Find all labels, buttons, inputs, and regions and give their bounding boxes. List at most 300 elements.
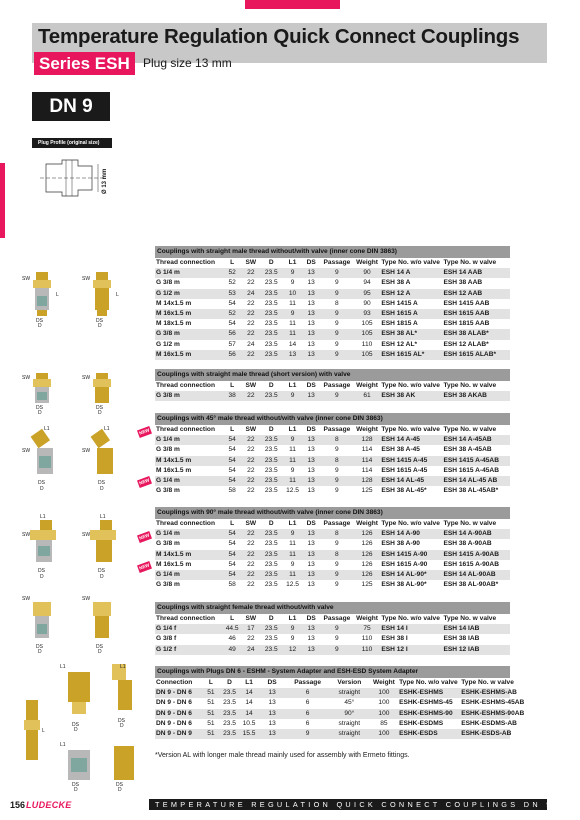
table-cell: ESH 38 AL-90*: [380, 580, 442, 590]
dim-ds-label: DS: [36, 405, 43, 411]
column-header: Type No. w/o valve: [380, 381, 442, 391]
table-cell: M 14x1.5 m: [155, 550, 222, 560]
table-cell: 11: [283, 319, 303, 329]
table-title: Couplings with 90° male thread without/with valve (inner cone DIN 3863): [155, 507, 510, 519]
table-cell: 52: [222, 309, 242, 319]
table-cell: 22: [242, 435, 260, 445]
dim-d-label: D: [98, 323, 102, 329]
column-header: Passage: [286, 678, 329, 688]
table-cell: 22: [242, 634, 260, 644]
table-row: [155, 309, 510, 319]
table-cell: ESH 1615 A-90: [380, 560, 442, 570]
table-cell: 9: [320, 391, 354, 401]
table-cell: 10: [283, 289, 303, 299]
table-cell: 13: [302, 550, 320, 560]
table-cell: 11: [283, 539, 303, 549]
dim-d-label: D: [120, 723, 124, 729]
table-cell: 54: [222, 319, 242, 329]
column-header: L1: [240, 678, 258, 688]
table-cell: 23.5: [260, 278, 283, 288]
column-header: Weight: [354, 519, 381, 529]
column-header: Passage: [320, 258, 354, 268]
column-header: SW: [242, 258, 260, 268]
table-cell: 23.5: [260, 445, 283, 455]
table-cell: ESH 1415 A: [380, 299, 442, 309]
table-cell: 23.5: [260, 391, 283, 401]
column-header: Weight: [354, 425, 381, 435]
table-cell: 57: [222, 340, 242, 350]
table-cell: 23.5: [260, 634, 283, 644]
table-cell: 24: [242, 340, 260, 350]
column-header: Type No. w/o valve: [380, 425, 442, 435]
table-row: [155, 645, 510, 655]
column-header: D: [260, 258, 283, 268]
table-cell: 23.5: [260, 268, 283, 278]
dim-sw-label: SW: [82, 532, 91, 538]
spec-table: [155, 369, 510, 401]
column-header: L: [222, 614, 242, 624]
table-cell: 54: [222, 560, 242, 570]
table-cell: 13: [302, 391, 320, 401]
table-cell: ESH 12 ALAB*: [443, 340, 511, 350]
dim-ds-label: DS: [98, 568, 105, 574]
table-cell: 54: [222, 550, 242, 560]
column-header: Passage: [320, 381, 354, 391]
table-cell: 13: [302, 350, 320, 360]
spec-table-grid: [155, 381, 510, 401]
dim-ds-label: DS: [36, 644, 43, 650]
table-cell: 23.5: [260, 309, 283, 319]
table-cell: 11: [283, 329, 303, 339]
table-cell: 23.5: [260, 486, 283, 496]
table-cell: 110: [354, 634, 381, 644]
table-cell: 58: [222, 486, 242, 496]
column-header: Type No. w valve: [443, 258, 511, 268]
brand-logo: LUDECKE: [26, 800, 72, 810]
dim-sw-label: SW: [82, 596, 91, 602]
table-cell: ESH 14 A-90AB: [443, 529, 511, 539]
column-header: Passage: [320, 425, 354, 435]
table-row: [155, 550, 510, 560]
table-cell: 114: [354, 466, 381, 476]
table-cell: 17: [242, 624, 260, 634]
table-cell: ESHK-ESHMS-90: [398, 709, 460, 719]
table-row: [155, 688, 510, 698]
table-cell: 23.5: [219, 709, 240, 719]
table-cell: 9: [320, 645, 354, 655]
45-degree-coupling-illustration: [22, 424, 142, 494]
table-cell: 23.5: [260, 435, 283, 445]
table-row: [155, 529, 510, 539]
table-row: [155, 486, 510, 496]
table-cell: ESHK-ESHMS-AB: [460, 688, 510, 698]
table-cell: 22: [242, 570, 260, 580]
column-header: SW: [242, 519, 260, 529]
column-header: Connection: [155, 678, 203, 688]
table-cell: 9: [286, 729, 329, 739]
spec-table-grid: [155, 258, 510, 360]
column-header: Type No. w valve: [443, 519, 511, 529]
table-cell: ESH 1615 AL*: [380, 350, 442, 360]
table-cell: 23.5: [260, 289, 283, 299]
table-cell: G 3/8 m: [155, 391, 222, 401]
table-title: Couplings with Plugs DN 6 - ESHM - System Adapter and ESH-ESD System Adapter: [155, 666, 510, 678]
column-header: Weight: [354, 614, 381, 624]
column-header: Type No. w/o valve: [398, 678, 460, 688]
column-header: D: [260, 519, 283, 529]
table-cell: 9: [283, 268, 303, 278]
table-cell: 9: [283, 634, 303, 644]
table-cell: ESHK-ESDMS-AB: [460, 719, 510, 729]
table-cell: 22: [242, 550, 260, 560]
table-cell: 13: [258, 729, 286, 739]
table-cell: 11: [283, 456, 303, 466]
table-cell: ESH 1615 A-45: [380, 466, 442, 476]
table-cell: 13: [302, 299, 320, 309]
table-cell: ESH 38 A-90AB: [443, 539, 511, 549]
table-cell: 54: [222, 466, 242, 476]
table-cell: ESH 38 AAB: [443, 278, 511, 288]
table-cell: 22: [242, 278, 260, 288]
table-row: [155, 476, 510, 486]
table-cell: 14: [240, 709, 258, 719]
table-cell: 9: [320, 329, 354, 339]
table-cell: DN 9 - DN 6: [155, 698, 203, 708]
table-cell: 9: [320, 319, 354, 329]
table-cell: DN 9 - DN 6: [155, 688, 203, 698]
table-cell: ESHK-ESDS-AB: [460, 729, 510, 739]
table-cell: 9: [283, 391, 303, 401]
table-cell: 54: [222, 570, 242, 580]
dim-d-label: D: [98, 410, 102, 416]
dim-ds-label: DS: [98, 480, 105, 486]
dim-sw-label: SW: [82, 448, 91, 454]
table-cell: 13: [302, 435, 320, 445]
table-row: [155, 709, 510, 719]
table-row: [155, 729, 510, 739]
table-cell: 90°: [329, 709, 370, 719]
table-cell: 24: [242, 289, 260, 299]
column-header: L: [222, 425, 242, 435]
column-header: Weight: [370, 678, 398, 688]
table-cell: 51: [203, 688, 219, 698]
table-cell: 9: [320, 278, 354, 288]
column-header: Type No. w/o valve: [380, 614, 442, 624]
table-cell: 54: [222, 539, 242, 549]
table-cell: 75: [354, 624, 381, 634]
table-row: [155, 456, 510, 466]
short-male-coupling-illustration: [22, 367, 142, 415]
table-cell: ESH 14 AL-90*: [380, 570, 442, 580]
plug-profile-label: Plug Profile (original size): [32, 138, 112, 148]
table-cell: M 16x1.5 m: [155, 466, 222, 476]
table-cell: 23.5: [260, 299, 283, 309]
table-cell: 51: [203, 698, 219, 708]
table-cell: 23.5: [260, 645, 283, 655]
table-cell: ESH 14 A-90: [380, 529, 442, 539]
table-cell: 22: [242, 466, 260, 476]
table-cell: M 14x1.5 m: [155, 456, 222, 466]
table-cell: 13: [302, 645, 320, 655]
page-title: Temperature Regulation Quick Connect Couplings: [38, 25, 520, 48]
column-header: Thread connection: [155, 614, 222, 624]
table-cell: ESH 38 I: [380, 634, 442, 644]
table-row: [155, 435, 510, 445]
table-cell: 9: [320, 466, 354, 476]
table-cell: 52: [222, 268, 242, 278]
table-cell: 23.5: [219, 698, 240, 708]
table-cell: ESH 38 AKAB: [443, 391, 511, 401]
column-header: Type No. w valve: [460, 678, 510, 688]
table-cell: 23.5: [260, 476, 283, 486]
table-cell: 54: [222, 445, 242, 455]
table-cell: G 1/2 m: [155, 289, 222, 299]
column-header: L1: [283, 519, 303, 529]
table-cell: 95: [354, 289, 381, 299]
column-header: D: [260, 614, 283, 624]
table-cell: 9: [283, 560, 303, 570]
dim-l-label: L: [116, 292, 119, 298]
top-accent-stripe: [245, 0, 340, 9]
table-cell: 93: [354, 309, 381, 319]
table-cell: 8: [320, 550, 354, 560]
table-cell: 23.5: [260, 570, 283, 580]
table-cell: 9: [320, 560, 354, 570]
dim-d-label: D: [38, 323, 42, 329]
table-cell: 13: [258, 709, 286, 719]
dn-badge: DN 9: [32, 92, 110, 121]
table-cell: G 1/2 m: [155, 340, 222, 350]
table-cell: 90: [354, 268, 381, 278]
dim-ds-label: DS: [38, 568, 45, 574]
column-header: DS: [258, 678, 286, 688]
table-cell: M 18x1.5 m: [155, 319, 222, 329]
dim-d-label: D: [38, 649, 42, 655]
table-cell: 54: [222, 456, 242, 466]
table-cell: G 3/8 m: [155, 486, 222, 496]
table-cell: ESH 14 I: [380, 624, 442, 634]
dim-l-label: L: [42, 728, 45, 734]
table-cell: 54: [222, 299, 242, 309]
column-header: L1: [283, 614, 303, 624]
table-cell: ESH 38 AK: [380, 391, 442, 401]
table-cell: ESHK-ESDMS: [398, 719, 460, 729]
table-title: Couplings with straight male thread without/with valve (inner cone DIN 3863): [155, 246, 510, 258]
table-cell: G 3/8 m: [155, 445, 222, 455]
dim-d-label: D: [40, 486, 44, 492]
new-badge: NEW: [137, 561, 152, 573]
column-header: SW: [242, 381, 260, 391]
dim-l1-label: L1: [120, 664, 126, 670]
table-cell: 23.5: [219, 729, 240, 739]
column-header: Thread connection: [155, 519, 222, 529]
table-row: [155, 466, 510, 476]
dim-d-label: D: [74, 727, 78, 733]
table-cell: 85: [370, 719, 398, 729]
column-header: Type No. w/o valve: [380, 258, 442, 268]
table-cell: 56: [222, 329, 242, 339]
dim-d-label: D: [98, 649, 102, 655]
table-cell: 105: [354, 319, 381, 329]
table-cell: 6: [286, 709, 329, 719]
table-cell: ESH 12 IAB: [443, 645, 511, 655]
table-cell: ESHK-ESDS: [398, 729, 460, 739]
table-cell: 13: [283, 350, 303, 360]
footer-running-title: TEMPERATURE REGULATION QUICK CONNECT COUPLINGS DN 9: [149, 799, 547, 810]
table-cell: ESH 1415 A-45: [380, 456, 442, 466]
table-cell: 22: [242, 456, 260, 466]
column-header: Weight: [354, 381, 381, 391]
table-cell: 126: [354, 539, 381, 549]
table-cell: 54: [222, 435, 242, 445]
table-cell: M 14x1.5 m: [155, 299, 222, 309]
table-cell: 6: [286, 698, 329, 708]
table-cell: 126: [354, 560, 381, 570]
dim-ds-label: DS: [36, 318, 43, 324]
table-cell: ESH 14 A: [380, 268, 442, 278]
dim-ds-label: DS: [96, 405, 103, 411]
column-header: DS: [302, 519, 320, 529]
table-cell: 14: [240, 698, 258, 708]
table-cell: 23.5: [219, 719, 240, 729]
table-cell: 13: [302, 329, 320, 339]
table-row: [155, 580, 510, 590]
table-cell: 11: [283, 476, 303, 486]
table-cell: 15.5: [240, 729, 258, 739]
table-cell: 126: [354, 570, 381, 580]
table-title: Couplings with 45° male thread without/with valve (inner cone DIN 3863): [155, 413, 510, 425]
dim-sw-label: SW: [22, 532, 31, 538]
table-cell: 49: [222, 645, 242, 655]
table-cell: 13: [302, 539, 320, 549]
table-cell: 9: [320, 486, 354, 496]
column-header: SW: [242, 425, 260, 435]
table-cell: ESH 1615 AAB: [443, 309, 511, 319]
column-header: Passage: [320, 614, 354, 624]
table-cell: 9: [320, 350, 354, 360]
table-cell: 100: [370, 709, 398, 719]
90-degree-coupling-illustration: [22, 512, 142, 584]
column-header: Thread connection: [155, 381, 222, 391]
column-header: DS: [302, 425, 320, 435]
table-cell: 100: [370, 698, 398, 708]
table-cell: 13: [302, 289, 320, 299]
table-cell: straight: [329, 729, 370, 739]
table-cell: G 1/4 m: [155, 268, 222, 278]
table-cell: 23.5: [219, 688, 240, 698]
dim-l1-label: L1: [44, 426, 50, 432]
table-cell: 9: [320, 340, 354, 350]
table-cell: 13: [302, 580, 320, 590]
table-cell: 13: [302, 624, 320, 634]
table-cell: 9: [320, 289, 354, 299]
footnote: *Version AL with longer male thread mainly used for assembly with Ermeto fittings.: [155, 752, 410, 759]
column-header: L: [222, 258, 242, 268]
table-cell: 90: [354, 299, 381, 309]
column-header: D: [260, 425, 283, 435]
table-cell: 22: [242, 529, 260, 539]
table-row: [155, 698, 510, 708]
table-cell: straight: [329, 719, 370, 729]
spec-table: [155, 666, 525, 739]
table-cell: 128: [354, 476, 381, 486]
table-cell: 9: [283, 624, 303, 634]
table-row: [155, 329, 510, 339]
table-cell: ESH 38 AL*: [380, 329, 442, 339]
table-cell: G 1/4 m: [155, 435, 222, 445]
dim-ds-label: DS: [96, 318, 103, 324]
table-cell: ESH 1615 ALAB*: [443, 350, 511, 360]
dim-l1-label: L1: [100, 514, 106, 520]
table-cell: 23.5: [260, 350, 283, 360]
table-cell: 100: [370, 688, 398, 698]
new-badge: NEW: [137, 476, 152, 488]
table-cell: 13: [302, 466, 320, 476]
table-cell: 110: [354, 340, 381, 350]
dim-d-label: D: [100, 486, 104, 492]
table-cell: ESH 1815 A: [380, 319, 442, 329]
table-cell: 23.5: [260, 319, 283, 329]
dim-ds-label: DS: [96, 644, 103, 650]
new-badge: NEW: [137, 531, 152, 543]
table-cell: 22: [242, 580, 260, 590]
table-cell: ESH 14 IAB: [443, 624, 511, 634]
table-cell: 13: [302, 319, 320, 329]
table-cell: 22: [242, 560, 260, 570]
table-cell: 13: [302, 486, 320, 496]
table-cell: 13: [258, 698, 286, 708]
table-row: [155, 340, 510, 350]
table-cell: 9: [320, 580, 354, 590]
table-cell: 22: [242, 486, 260, 496]
column-header: Thread connection: [155, 258, 222, 268]
column-header: D: [219, 678, 240, 688]
table-cell: 11: [283, 570, 303, 580]
table-cell: ESHK-ESHMS-45AB: [460, 698, 510, 708]
table-cell: ESH 14 AL-45 AB: [443, 476, 511, 486]
table-cell: 13: [302, 634, 320, 644]
table-cell: 13: [302, 570, 320, 580]
column-header: Version: [329, 678, 370, 688]
dim-d-label: D: [118, 787, 122, 793]
table-cell: DN 9 - DN 9: [155, 729, 203, 739]
table-title: Couplings with straight male thread (short version) with valve: [155, 369, 510, 381]
table-cell: 13: [302, 278, 320, 288]
table-cell: 22: [242, 391, 260, 401]
table-cell: ESH 38 A-90: [380, 539, 442, 549]
column-header: L1: [283, 381, 303, 391]
table-title: Couplings with straight female thread without/with valve: [155, 602, 510, 614]
table-cell: 9: [283, 309, 303, 319]
table-row: [155, 634, 510, 644]
table-cell: M 16x1.5 m: [155, 309, 222, 319]
table-cell: 24: [242, 645, 260, 655]
column-header: DS: [302, 258, 320, 268]
table-cell: 58: [222, 580, 242, 590]
table-cell: 8: [320, 529, 354, 539]
table-cell: 13: [302, 309, 320, 319]
dim-sw-label: SW: [82, 375, 91, 381]
dim-ds-label: DS: [118, 718, 125, 724]
table-cell: 105: [354, 350, 381, 360]
table-row: [155, 350, 510, 360]
spec-table-grid: [155, 614, 510, 655]
table-row: [155, 560, 510, 570]
dim-sw-label: SW: [22, 276, 31, 282]
table-cell: 46: [222, 634, 242, 644]
column-header: L: [222, 381, 242, 391]
table-cell: 22: [242, 309, 260, 319]
